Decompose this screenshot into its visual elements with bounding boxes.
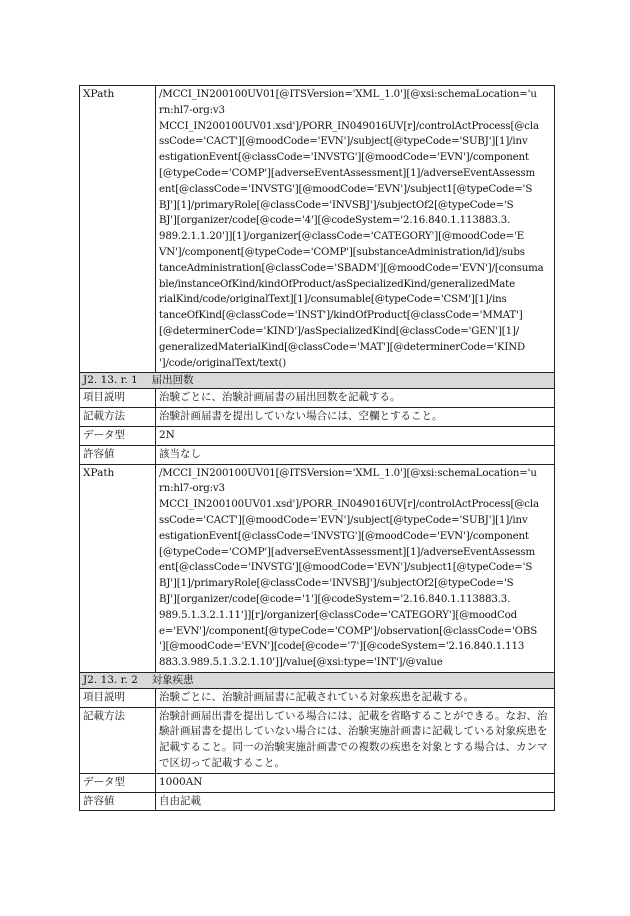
table-row xyxy=(80,773,555,792)
xpath-line: BJ'][1]/primaryRole[@classCode='INVSBJ']/subjectOf2[@typeCode='S xyxy=(159,199,514,211)
field-value: 治験ごとに、治験計画届書に記載されている対象疾患を記載する。 xyxy=(156,688,555,707)
field-label: 記載方法 xyxy=(80,707,156,773)
table-row xyxy=(80,688,555,707)
table-row xyxy=(80,86,555,373)
field-label: 記載方法 xyxy=(80,408,156,427)
xpath-value xyxy=(156,464,555,672)
xpath-line: BJ'][1]/primaryRole[@classCode='INVSBJ']/subjectOf2[@typeCode='S xyxy=(159,578,514,590)
xpath-line: 989.2.1.1.20']][1]/organizer[@classCode='CATEGORY'][@moodCode='E xyxy=(159,231,525,243)
xpath-line: '][@moodCode='EVN'][code[@code='7'][@codeSystem='2.16.840.1.113 xyxy=(159,641,525,653)
field-label: 許容値 xyxy=(80,792,156,811)
xpath-line: ssCode='CACT'][@moodCode='EVN']/subject[@typeCode='SUBJ'][1]/inv xyxy=(159,136,528,148)
section-header: J2. 13. r. 1 届出回数 xyxy=(80,373,555,389)
xpath-line: estigationEvent[@classCode='INVSTG'][@moodCode='EVN']/component xyxy=(159,152,529,164)
xpath-line: estigationEvent[@classCode='INVSTG'][@moodCode='EVN']/component xyxy=(159,530,529,542)
field-label: 項目説明 xyxy=(80,688,156,707)
section-header-row xyxy=(80,672,555,688)
xpath-line: MCCI_IN200100UV01.xsd']/PORR_IN049016UV[r]/controlActProcess[@cla xyxy=(159,499,539,511)
xpath-line: rn:hl7-org:v3 xyxy=(159,483,225,495)
table-row xyxy=(80,792,555,811)
xpath-line: /MCCI_IN200100UV01[@ITSVersion='XML_1.0'][@xsi:schemaLocation='u xyxy=(159,467,537,479)
field-value: 1000AN xyxy=(156,773,555,792)
field-value: 治験計画届書を提出していない場合には、空欄とすること。 xyxy=(156,408,555,427)
xpath-line: ent[@classCode='INVSTG'][@moodCode='EVN']/subject1[@typeCode='S xyxy=(159,562,533,574)
xpath-label: XPath xyxy=(80,464,156,672)
section-header: J2. 13. r. 2 対象疾患 xyxy=(80,672,555,688)
xpath-line: generalizedMaterialKind[@classCode='MAT'][@determinerCode='KIND xyxy=(159,341,525,353)
xpath-line: [@typeCode='COMP'][adverseEventAssessment][1]/adverseEventAssessm xyxy=(159,546,536,558)
xpath-line: rn:hl7-org:v3 xyxy=(159,104,225,116)
xpath-line: e='EVN']/component[@typeCode='COMP']/observation[@classCode='OBS xyxy=(159,625,538,637)
xpath-line: tanceOfKind[@classCode='INST']/kindOfProduct[@classCode='MMAT'] xyxy=(159,310,523,322)
xpath-label: XPath xyxy=(80,86,156,373)
xpath-line: 883.3.989.5.1.3.2.1.10']]/value[@xsi:type='INT']/@value xyxy=(159,657,443,669)
field-label: 許容値 xyxy=(80,445,156,464)
xpath-line: BJ'][organizer/code[@code='1'][@codeSystem='2.16.840.1.113883.3. xyxy=(159,593,511,605)
xpath-line: VN']/component[@typeCode='COMP'][substanceAdministration/id]/subs xyxy=(159,246,525,258)
xpath-line: ent[@classCode='INVSTG'][@moodCode='EVN']/subject1[@typeCode='S xyxy=(159,183,533,195)
xpath-line: [@typeCode='COMP'][adverseEventAssessment][1]/adverseEventAssessm xyxy=(159,167,536,179)
table-row xyxy=(80,408,555,427)
xpath-line: ssCode='CACT'][@moodCode='EVN']/subject[@typeCode='SUBJ'][1]/inv xyxy=(159,514,528,526)
table-row xyxy=(80,389,555,408)
field-value: 該当なし xyxy=(156,445,555,464)
xpath-line: 989.5.1.3.2.1.11']][r]/organizer[@classCode='CATEGORY'][@moodCod xyxy=(159,609,518,621)
field-value: 2N xyxy=(156,426,555,445)
field-label: 項目説明 xyxy=(80,389,156,408)
xpath-line: ble/instanceOfKind/kindOfProduct/asSpecializedKind/generalizedMate xyxy=(159,278,515,290)
table-row xyxy=(80,445,555,464)
xpath-line: rialKind/code/originalText][1]/consumable[@typeCode='CSM'][1]/ins xyxy=(159,294,507,306)
field-value: 治験計画届出書を提出している場合には、記載を省略することができる。なお、治験計画届書を提出していない場合には、治験実施計画書に記載している対象疾患を記載すること。同一の治験実施計画書での複数の疾患を対象とする場合は、カンマで区切って記載すること。 xyxy=(156,707,555,773)
xpath-line: BJ'][organizer/code[@code='4'][@codeSystem='2.16.840.1.113883.3. xyxy=(159,215,511,227)
field-value: 自由記載 xyxy=(156,792,555,811)
spec-table xyxy=(79,85,555,811)
section-header-row xyxy=(80,373,555,389)
xpath-line: ']/code/originalText/text() xyxy=(159,357,287,369)
field-label: データ型 xyxy=(80,426,156,445)
xpath-line: /MCCI_IN200100UV01[@ITSVersion='XML_1.0'][@xsi:schemaLocation='u xyxy=(159,89,537,100)
table-row xyxy=(80,464,555,672)
table-row xyxy=(80,426,555,445)
table-row xyxy=(80,707,555,773)
field-label: データ型 xyxy=(80,773,156,792)
xpath-line: [@determinerCode='KIND']/asSpecializedKind[@classCode='GEN'][1]/ xyxy=(159,325,520,337)
field-value: 治験ごとに、治験計画届書の届出回数を記載する。 xyxy=(156,389,555,408)
xpath-value xyxy=(156,86,555,373)
xpath-line: tanceAdministration[@classCode='SBADM'][@moodCode='EVN']/[consuma xyxy=(159,262,544,274)
xpath-line: MCCI_IN200100UV01.xsd']/PORR_IN049016UV[r]/controlActProcess[@cla xyxy=(159,120,539,132)
